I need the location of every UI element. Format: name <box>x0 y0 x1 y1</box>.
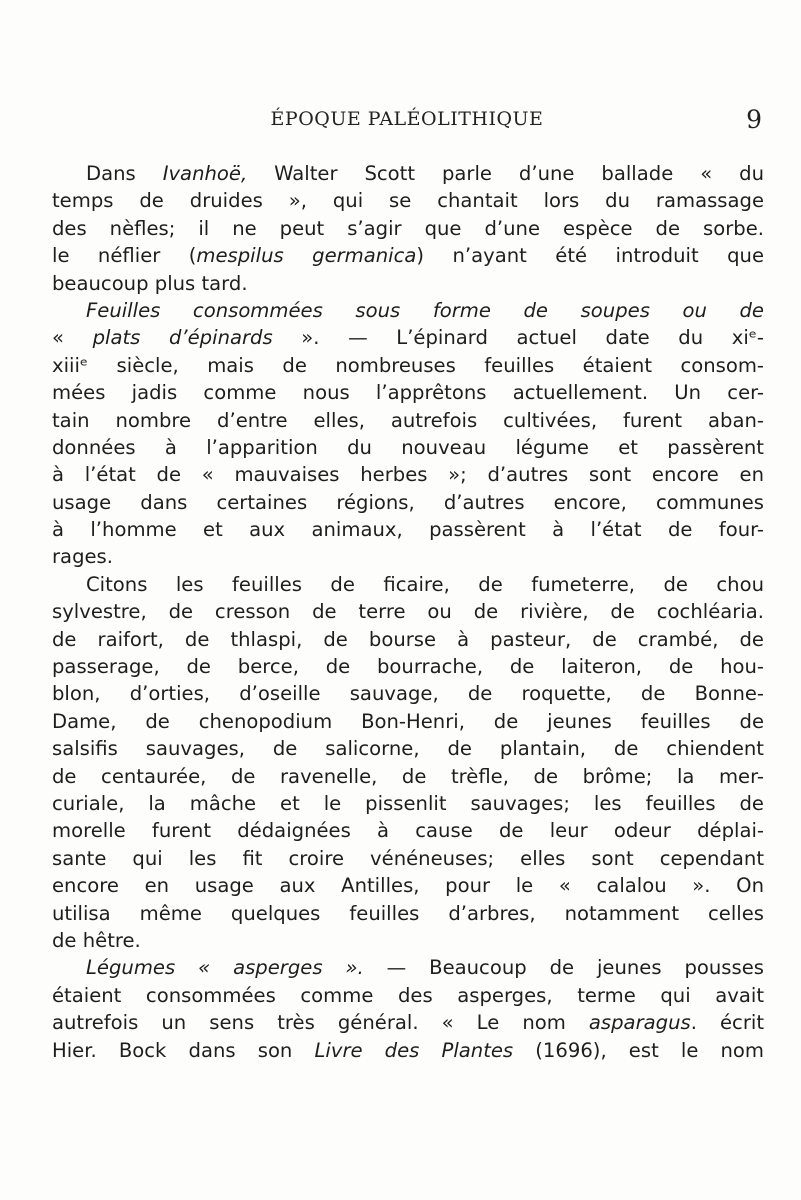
text-line <box>52 324 764 351</box>
text-segment: mées jadis comme nous l’apprêtons actuellement. Un cer- <box>52 381 764 405</box>
text-segment: blon, d’orties, d’oseille sauvage, de roquette, de Bonne- <box>52 682 764 706</box>
text-line <box>52 708 764 735</box>
text-line <box>52 680 764 707</box>
text-segment: Dans <box>86 162 163 185</box>
italic-text: Légumes « asperges ». <box>86 956 364 980</box>
running-head: ÉPOQUE PALÉOLITHIQUE <box>270 108 544 130</box>
text-line <box>52 379 764 406</box>
italic-text: Livre des Plantes <box>314 1038 514 1062</box>
text-segment: « <box>52 326 93 350</box>
italic-text: plats d’épinards <box>92 326 273 350</box>
body-text <box>52 160 764 1064</box>
text-segment: tain nombre d’entre elles, autrefois cultivées, furent aban- <box>52 408 764 432</box>
text-line <box>52 790 764 817</box>
text-segment: xiiiᵉ siècle, mais de nombreuses feuilles étaient consom- <box>52 353 764 377</box>
text-line <box>52 543 764 570</box>
text-line <box>52 489 764 516</box>
text-segment: des nèfles; il ne peut s’agir que d’une espèce de sorbe. <box>52 216 764 240</box>
text-line <box>52 270 764 297</box>
text-line <box>52 297 764 324</box>
text-line <box>52 653 764 680</box>
text-line <box>52 407 764 434</box>
text-segment: curiale, la mâche et le pissenlit sauvages; les feuilles de <box>52 791 764 815</box>
text-line <box>52 1037 764 1064</box>
text-segment: usage dans certaines régions, d’autres encore, communes <box>52 490 764 514</box>
text-line <box>52 598 764 625</box>
italic-text: Ivanhoë, <box>162 162 248 185</box>
text-line <box>52 434 764 461</box>
text-segment: autrefois un sens très général. « Le nom <box>52 1011 589 1035</box>
text-segment: sante qui les fit croire vénéneuses; elles sont cependant <box>52 846 764 870</box>
text-segment: . écrit <box>690 1011 764 1035</box>
text-segment: à l’homme et aux animaux, passèrent à l’état de four- <box>52 518 764 542</box>
text-line <box>52 954 764 981</box>
text-line <box>52 735 764 762</box>
text-line <box>52 516 764 543</box>
text-segment: Hier. Bock dans son <box>52 1038 315 1062</box>
text-segment: Citons les feuilles de ficaire, de fumeterre, de chou <box>86 572 764 596</box>
text-segment: (1696), est le nom <box>513 1038 765 1062</box>
text-line <box>52 845 764 872</box>
text-line <box>52 900 764 927</box>
italic-text: mespilus germanica <box>196 244 417 268</box>
text-line <box>52 215 764 242</box>
text-segment: de hêtre. <box>52 928 141 952</box>
text-line <box>52 160 764 187</box>
text-segment: ) n’ayant été introduit que <box>416 244 764 268</box>
text-line <box>52 187 764 214</box>
text-segment: temps de druides », qui se chantait lors du ramassage <box>52 189 764 213</box>
italic-text: Feuilles consommées sous forme de soupes ou de <box>86 298 764 322</box>
text-segment: passerage, de berce, de bourrache, de laiteron, de hou- <box>52 655 764 679</box>
text-segment: Walter Scott parle d’une ballade « du <box>247 162 765 185</box>
text-segment: de raifort, de thlaspi, de bourse à pasteur, de crambé, de <box>52 627 764 651</box>
text-segment: à l’état de « mauvaises herbes »; d’autres sont encore en <box>52 463 764 487</box>
text-line <box>52 626 764 653</box>
text-line <box>52 1009 764 1036</box>
text-line <box>52 817 764 844</box>
text-line <box>52 763 764 790</box>
text-line <box>52 872 764 899</box>
text-line <box>52 927 764 954</box>
text-line <box>52 352 764 379</box>
text-line <box>52 571 764 598</box>
text-segment: rages. <box>52 545 113 569</box>
text-segment: étaient consommées comme des asperges, terme qui avait <box>52 983 764 1007</box>
page-number: 9 <box>746 105 762 134</box>
italic-text: asparagus <box>588 1011 691 1035</box>
text-segment: utilisa même quelques feuilles d’arbres, notamment celles <box>52 901 764 925</box>
text-segment: beaucoup plus tard. <box>52 271 248 295</box>
text-segment: de centaurée, de ravenelle, de trèfle, de brôme; la mer- <box>52 764 764 788</box>
text-line <box>52 461 764 488</box>
text-segment: ». — L’épinard actuel date du xiᵉ- <box>272 326 765 350</box>
text-segment: encore en usage aux Antilles, pour le « calalou ». On <box>52 874 764 898</box>
text-segment: données à l’apparition du nouveau légume et passèrent <box>52 435 764 459</box>
text-segment: Dame, de chenopodium Bon-Henri, de jeunes feuilles de <box>52 709 764 733</box>
text-segment: sylvestre, de cresson de terre ou de rivière, de cochléaria. <box>52 600 764 624</box>
text-line <box>52 242 764 269</box>
text-segment: le néflier ( <box>52 244 197 268</box>
text-line <box>52 982 764 1009</box>
text-segment: salsifis sauvages, de salicorne, de plantain, de chiendent <box>52 737 764 761</box>
text-segment: — Beaucoup de jeunes pousses <box>363 956 764 980</box>
page-header <box>52 105 762 138</box>
text-segment: morelle furent dédaignées à cause de leur odeur déplai- <box>52 819 764 843</box>
